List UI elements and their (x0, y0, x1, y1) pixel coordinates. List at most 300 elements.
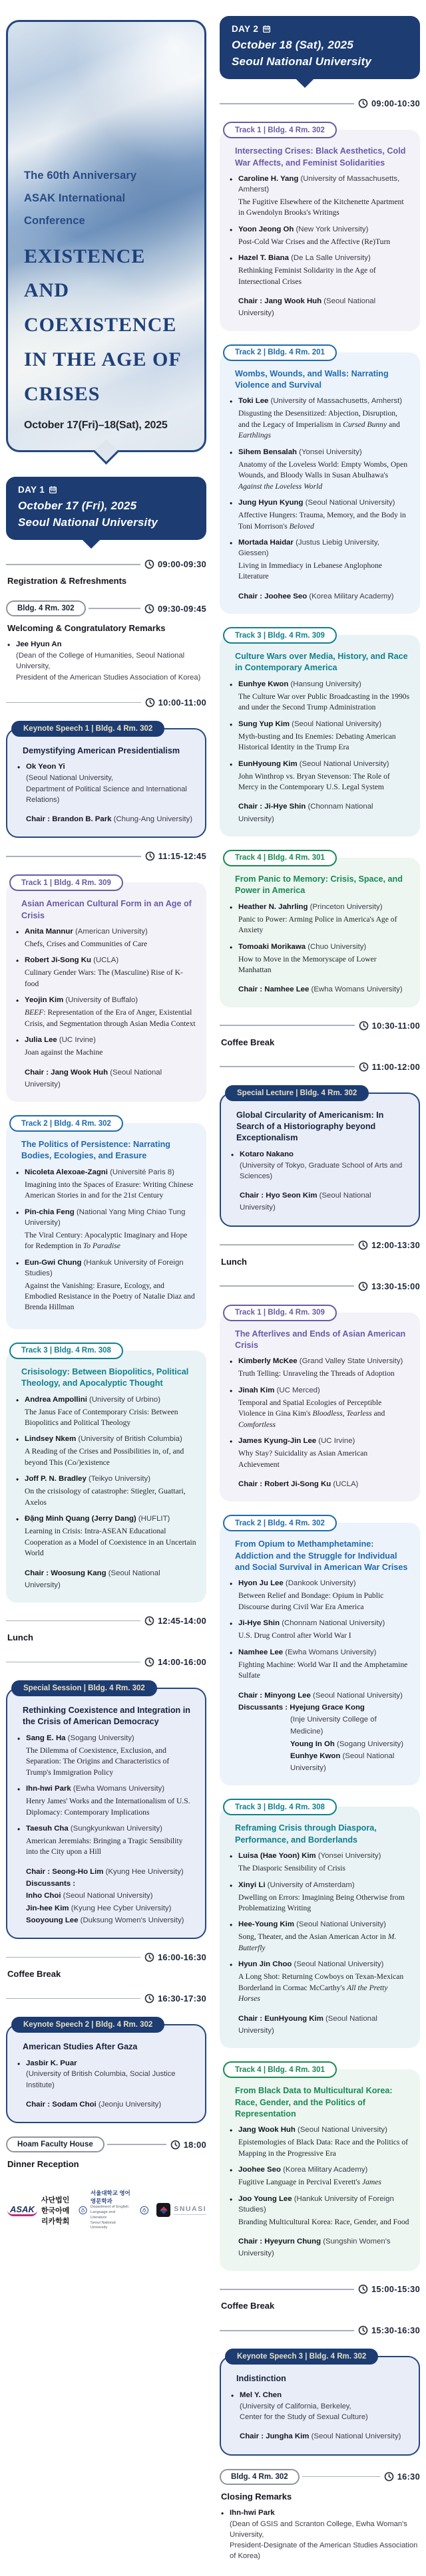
speaker-name: Eunhye Kwon (238, 680, 289, 688)
speaker-affiliation: (New York University) (294, 225, 369, 233)
speaker-heading (238, 1648, 410, 1658)
snuasi-logo-icon (156, 2203, 170, 2217)
timeline-line (220, 2330, 354, 2331)
time-row (6, 1616, 206, 1626)
clock-icon (359, 1062, 369, 1072)
schedule-item-title: Coffee Break (221, 2301, 275, 2311)
paper-title: Joan against the Machine (25, 1048, 103, 1057)
speaker-heading (238, 174, 410, 195)
clock-icon (359, 1021, 369, 1031)
session-title: Reframing Crisis through Diaspora, Performance, and Borderlands (235, 1823, 377, 1845)
footer-rest: (Ewha Womans University) (309, 985, 403, 994)
speaker-affiliation: President-Designate of the American Studies Association of Korea) (230, 2541, 418, 2561)
speaker-heading (238, 1880, 410, 1891)
speaker-entry (26, 1824, 195, 1858)
session-title: From Black Data to Multicultural Korea: Race, Gender, and the Politics of Representation (235, 2086, 393, 2119)
speaker-affiliation: (Yonsei University) (297, 448, 362, 456)
footer-rest: (Seoul National University) (238, 2014, 377, 2035)
day2-badge-venue: Seoul National University (232, 55, 371, 68)
schedule-item-title: Closing Remarks (221, 2491, 292, 2502)
speaker-entry (240, 1150, 409, 1182)
speaker-heading (238, 538, 410, 559)
session-card (220, 1093, 420, 1227)
bullet-icon: • (7, 640, 11, 650)
bullet-icon: • (17, 1785, 21, 1795)
speaker-heading (25, 1434, 196, 1445)
speaker-affiliation: (UCLA) (91, 956, 119, 965)
day1-badge-date: October 17 (Fri), 2025 (18, 499, 137, 512)
session-pill: Keynote Speech 1 | Bldg. 4 Rm. 302 (11, 721, 164, 737)
speaker-row (230, 498, 410, 532)
speaker-heading (238, 2165, 410, 2176)
paper-title: Rethinking Feminist Solidarity in the Age of Intersectional Crises (238, 266, 376, 286)
speaker-name: Mel Y. Chen (240, 2390, 282, 2399)
speaker-row (230, 2194, 410, 2228)
speaker-list (230, 396, 410, 582)
speaker-entry (238, 2125, 410, 2159)
speaker-entry (238, 538, 410, 582)
speaker-name: Sang E. Ha (26, 1734, 66, 1742)
footer-line (26, 2099, 195, 2111)
time-row (220, 2325, 420, 2335)
paper-title: The Diasporic Sensibility of Crisis (238, 1864, 346, 1873)
session-title: Wombs, Wounds, and Walls: Narrating Violence and Survival (235, 368, 389, 390)
poster-card (6, 20, 206, 452)
speaker-row (16, 1474, 196, 1508)
speaker-affiliation: (Korea Military Academy) (280, 2166, 368, 2174)
paper-title: Between Relief and Bondage: Opium in Public Discourse during Civil War Era America (238, 1591, 384, 1611)
day1-badge (6, 477, 206, 540)
speaker-row (230, 253, 410, 287)
timeline-line (6, 1662, 140, 1663)
schedule-item (7, 1969, 206, 1979)
speaker-list (17, 1734, 195, 1858)
footer-line (238, 983, 410, 995)
poster-title-line: EXISTENCE (24, 245, 146, 267)
speaker-heading (238, 1579, 410, 1589)
session-title: Culture Wars over Media, History, and Race in Contemporary America (235, 652, 408, 673)
speaker-row (230, 1920, 410, 1954)
speaker-name: Sihem Bensalah (238, 448, 297, 456)
session-title: The Politics of Persistence: Narrating Bodies, Ecologies, and Erasure (21, 1140, 170, 1161)
bullet-icon: • (221, 2508, 224, 2518)
speaker-row (17, 2059, 195, 2091)
session-pill: Special Lecture | Bldg. 4 Rm. 302 (225, 1085, 369, 1101)
paper-title: Why Stay? Suicidality as Asian American Achievement (238, 1449, 368, 1469)
time-label: 14:00-16:00 (157, 1657, 206, 1668)
speaker-affiliation: (Seoul National University) (292, 1960, 384, 1969)
speaker-name: Tomoaki Morikawa (238, 942, 306, 951)
footer-bold: Young In Oh (290, 1739, 335, 1748)
session-footer (25, 1067, 196, 1091)
speaker-row (16, 956, 196, 989)
speaker-affiliation: Department of Political Science and International Relations) (26, 785, 187, 804)
poster-title-line: AND (24, 279, 69, 302)
schedule-item (221, 1037, 420, 1047)
speaker-entry (238, 1579, 410, 1612)
time-label: 10:00-11:00 (158, 697, 206, 708)
footer-rest: (Sogang University) (334, 1739, 404, 1748)
time-row (220, 2469, 420, 2485)
session-footer (238, 1690, 410, 1775)
session-card (220, 130, 420, 330)
footer-rest: (Kyung Hee University) (103, 1867, 184, 1876)
speaker-name: Namhee Lee (238, 1648, 284, 1656)
speaker-row (7, 640, 206, 683)
speaker-row (230, 2125, 410, 2159)
footer-bold: Chair : Seong-Ho Lim (26, 1867, 104, 1876)
speaker-entry (238, 1386, 410, 1430)
time-row (220, 1062, 420, 1072)
footer-bold: Chair : Robert Ji-Song Ku (238, 1480, 331, 1489)
paper-title: Dwelling on Errors: Imagining Being Otherwise from Problematizing Writing (238, 1892, 405, 1912)
footer-line (290, 1714, 410, 1738)
speaker-list (16, 1395, 196, 1559)
speaker-list (231, 1150, 409, 1182)
time-row (6, 1657, 206, 1667)
clock-icon (358, 1240, 368, 1250)
snu-dept-english2: Seoul National University (90, 2220, 116, 2230)
time-row (6, 600, 206, 616)
speaker-name: Ji-Hye Shin (238, 1619, 280, 1628)
speaker-name: Jee Hyun An (16, 640, 62, 649)
speaker-entry (25, 1168, 196, 1202)
snu-dept-english1: Department of English Language and Literature (90, 2205, 129, 2220)
footer-line (26, 1902, 195, 1914)
footer-line (238, 1690, 410, 1702)
speaker-heading (238, 1436, 410, 1447)
speaker-row (230, 902, 410, 936)
footer-rest: (Seoul National University) (240, 1192, 371, 1212)
speaker-row (16, 1258, 196, 1313)
speaker-name: Mortada Haidar (238, 538, 294, 547)
footer-line (238, 2013, 410, 2037)
speaker-row (230, 719, 410, 753)
session-card (220, 858, 420, 1007)
speaker-row (230, 1648, 410, 1682)
speaker-row (230, 2165, 410, 2188)
footer-line (26, 1890, 195, 1902)
footer-rest: (Seoul National University) (290, 1751, 395, 1773)
speaker-name: Anita Mannur (25, 928, 73, 936)
speaker-entry (26, 1784, 195, 1818)
schedule-item-title: Dinner Reception (7, 2159, 79, 2170)
speaker-row (16, 1434, 196, 1468)
timeline-line (107, 2144, 166, 2145)
speaker-heading (26, 1734, 195, 1744)
speaker-affiliation: (University of British Columbia, Social Justice Institute) (26, 2070, 176, 2089)
speaker-affiliation: (UC Merced) (274, 1386, 320, 1394)
time-label: 10:30-11:00 (371, 1020, 420, 1031)
schedule-item-title: Lunch (7, 1632, 33, 1643)
session-card (6, 728, 206, 838)
paper-title: Branding Multicultural Korea: Race, Gender, and Food (238, 2217, 409, 2226)
speaker-row (16, 1168, 196, 1202)
room-pill: Bldg. 4 Rm. 302 (6, 600, 86, 616)
speaker-affiliation: (Chonnam National University) (280, 1619, 385, 1628)
speaker-row (230, 1618, 410, 1641)
speaker-name: Pin-chia Feng (25, 1208, 75, 1216)
timeline-line (6, 1957, 140, 1958)
day1-schedule (6, 559, 206, 2169)
footer-line (238, 295, 410, 320)
bullet-icon: • (230, 448, 233, 457)
session-footer (240, 2430, 409, 2442)
speaker-heading (238, 759, 410, 770)
speaker-list (230, 1851, 410, 2005)
footer-bold: Chair : Jang Wook Huh (25, 1068, 108, 1077)
clock-icon (144, 604, 154, 614)
bullet-icon: • (231, 2390, 234, 2400)
speaker-name: Yeojin Kim (25, 996, 64, 1005)
speaker-affiliation: (Ewha Womans University) (283, 1648, 377, 1656)
speaker-heading (26, 1824, 195, 1835)
speaker-name: Hyon Ju Lee (238, 1579, 284, 1588)
speaker-name: Yoon Jeong Oh (238, 225, 294, 233)
footer-bold: Chair : Brandon B. Park (26, 815, 112, 823)
speaker-heading (238, 902, 410, 913)
bullet-icon: • (17, 2059, 21, 2069)
bullet-icon: • (230, 1386, 233, 1396)
schedule-item (7, 623, 206, 683)
session-pill: Keynote Speech 3 | Bldg. 4 Rm. 302 (225, 2349, 378, 2365)
footer-bold: Chair : Woosung Kang (25, 1569, 106, 1577)
speaker-heading (238, 396, 410, 407)
speaker-name: James Kyung-Jin Lee (238, 1437, 317, 1446)
time-row (6, 559, 206, 569)
speaker-row (17, 1824, 195, 1858)
bullet-icon: • (230, 2126, 233, 2136)
timeline-line (6, 564, 140, 565)
session-card (220, 635, 420, 837)
session (6, 721, 206, 838)
speaker-entry (238, 1880, 410, 1914)
session (220, 2061, 420, 2271)
paper-title: The Fugitive Elsewhere of the Kitchenette Apartment in Gwendolyn Brooks's Writings (238, 197, 404, 217)
speaker-entry (238, 2194, 410, 2228)
speaker-name: Caroline H. Yang (238, 175, 299, 184)
speaker-name: Robert Ji-Song Ku (25, 956, 91, 965)
speaker-entry (238, 225, 410, 247)
time-row (220, 1281, 420, 1291)
speaker-entry (238, 174, 410, 219)
speaker-heading (238, 1618, 410, 1629)
schedule-item (7, 2159, 206, 2169)
session-pill: Track 4 | Bldg. 4 Rm. 301 (223, 850, 337, 866)
paper-title: John Winthrop vs. Bryan Stevenson: The Role of Mercy in the Contemporary U.S. Legal System (238, 771, 390, 791)
bullet-icon: • (230, 1619, 233, 1629)
footer-rest: (UCLA) (331, 1480, 359, 1489)
speaker-heading (230, 2508, 420, 2519)
speaker-heading (26, 762, 195, 773)
footer-bold: Chair : Minyong Lee (238, 1691, 311, 1700)
speaker-row (16, 1395, 196, 1429)
speaker-heading (238, 942, 410, 953)
speaker-row (17, 762, 195, 805)
session-title: Demystifying American Presidentialism (23, 745, 180, 755)
speaker-heading (238, 719, 410, 730)
session-title: From Opium to Methamphetamine: Addiction and the Struggle for Individual and Social Survival in American War Crises (235, 1539, 408, 1573)
speaker-heading (238, 498, 410, 509)
schedule-item (221, 1257, 420, 1267)
session (220, 122, 420, 330)
snuasi-logo-text: SNUASI (174, 2205, 206, 2215)
session-footer (238, 1478, 410, 1490)
speaker-heading (238, 1386, 410, 1396)
speaker-list (7, 640, 206, 683)
clock-icon (145, 851, 155, 861)
footer-line (290, 1738, 410, 1750)
footer-rest: (Chung-Ang University) (111, 815, 193, 823)
session (6, 1115, 206, 1329)
session-card (220, 2069, 420, 2271)
session (6, 2017, 206, 2123)
speaker-heading (238, 1960, 410, 1970)
speaker-affiliation: (Dankook University) (283, 1579, 356, 1588)
speaker-entry (238, 902, 410, 936)
speaker-heading (238, 2125, 410, 2136)
speaker-affiliation: (Teikyo University) (86, 1475, 151, 1483)
clock-icon (144, 1952, 154, 1962)
speaker-entry (240, 2390, 409, 2422)
session-pill: Track 1 | Bldg. 4 Rm. 309 (223, 1305, 337, 1321)
speaker-affiliation: President of the American Studies Association of Korea) (16, 673, 201, 682)
paper-title: Chefs, Crises and Communities of Care (25, 939, 148, 948)
speaker-row (231, 1150, 409, 1182)
speaker-list (17, 762, 195, 805)
speaker-entry (26, 762, 195, 805)
speaker-entry (25, 1434, 196, 1468)
footer-line (238, 1702, 410, 1714)
speaker-row (221, 2508, 420, 2562)
speaker-affiliation: (UC Irvine) (316, 1437, 355, 1446)
session-footer (238, 295, 410, 320)
speaker-entry (238, 719, 410, 753)
footer-line (25, 1067, 196, 1091)
speaker-heading (240, 1150, 409, 1160)
speaker-name: Xinyi Li (238, 1880, 266, 1889)
session-footer (240, 1190, 409, 1214)
session-pill: Track 3 | Bldg. 4 Rm. 308 (223, 1799, 337, 1815)
footer-bold: Chair : Hyo Seon Kim (240, 1192, 318, 1200)
schedule-item (7, 576, 206, 586)
speaker-heading (25, 927, 196, 938)
speaker-name: Joff P. N. Bradley (25, 1475, 87, 1483)
speaker-row (230, 225, 410, 247)
footer-line (26, 1878, 195, 1890)
speaker-affiliation: (HUFLIT) (136, 1515, 170, 1523)
day2-badge-date: October 18 (Sat), 2025 (232, 39, 353, 51)
speaker-affiliation: (Université Paris 8) (107, 1168, 174, 1176)
bullet-icon: • (230, 759, 233, 769)
paper-title: Temporal and Spatial Ecologies of Perceptible Violence in Gina Kim's Bloodless, Tearless and Comfortless (238, 1398, 385, 1429)
session-pill: Track 2 | Bldg. 4 Rm. 201 (223, 344, 337, 361)
poster-date: October 17(Fri)–18(Sat), 2025 (24, 420, 168, 431)
asak-logo-korean: 사단법인 한국아메리카학회 (41, 2196, 70, 2226)
footer-bold: Chair : Ji-Hye Shin (238, 803, 306, 811)
footer-line (26, 1914, 195, 1926)
speaker-entry (26, 2059, 195, 2091)
paper-title: Learning in Crisis: Intra-ASEAN Educational Cooperation as a Model of Coexistence in an Uncertain World (25, 1527, 196, 1558)
speaker-affiliation: Center for the Study of Sexual Culture) (240, 2413, 368, 2422)
session-card (6, 1351, 206, 1603)
speaker-entry (238, 498, 410, 532)
paper-title: Culinary Gender Wars: The (Masculine) Rise of K-food (25, 968, 183, 988)
footer-line (240, 2430, 409, 2442)
paper-title: American Jeremiahs: Bringing a Tragic Sensibility into the City upon a Hill (26, 1836, 183, 1857)
session-title: Indistinction (236, 2374, 286, 2384)
speaker-heading (25, 1474, 196, 1485)
bullet-icon: • (16, 928, 19, 937)
speaker-entry (25, 1395, 196, 1429)
clock-icon (144, 1994, 154, 2003)
session-pill: Track 2 | Bldg. 4 Rm. 302 (223, 1515, 337, 1531)
time-label: 15:00-15:30 (371, 2284, 420, 2295)
speaker-name: Hee-Young Kim (238, 1920, 294, 1929)
asak-logo-mark: ASAK (7, 2204, 37, 2216)
timeline-line (6, 856, 141, 857)
bullet-icon: • (230, 1920, 233, 1930)
day2-badge-label-row (232, 24, 408, 34)
poster-title-line: COEXISTENCE (24, 314, 177, 336)
session-card (220, 2356, 420, 2455)
speaker-affiliation: (Seoul National University) (303, 499, 395, 507)
session-card (6, 882, 206, 1102)
clock-icon (358, 1281, 368, 1291)
session-title: The Afterlives and Ends of Asian American Crisis (235, 1329, 406, 1351)
schedule-item (221, 2301, 420, 2311)
footer-line (290, 1750, 410, 1775)
bullet-icon: • (230, 254, 233, 264)
paper-title: The Janus Face of Contemporary Crisis: Between Biopolitics and Political Theology (25, 1407, 178, 1428)
speaker-affiliation: (American University) (73, 928, 148, 936)
speaker-affiliation: (Yonsei University) (316, 1852, 381, 1861)
speaker-name: Đặng Minh Quang (Jerry Dang) (25, 1515, 136, 1523)
speaker-entry (238, 253, 410, 287)
snu-dept-text (91, 2189, 132, 2231)
clock-icon (358, 2284, 368, 2294)
speaker-affiliation: (University of Amsterdam) (265, 1880, 355, 1889)
footer-bold: Jin-hee Kim (26, 1904, 69, 1912)
footer-rest: (Seoul National University) (25, 1569, 160, 1589)
footer-line (238, 1478, 410, 1490)
bullet-icon: • (16, 1395, 19, 1405)
speaker-name: Jang Wook Huh (238, 2126, 296, 2134)
session-title: Crisisology: Between Biopolitics, Political Theology, and Apocalyptic Thought (21, 1366, 189, 1388)
clock-icon (384, 2472, 394, 2482)
speaker-affiliation: (National Yang Ming Chiao Tung University) (25, 1208, 186, 1227)
speaker-affiliation: (Hansung University) (288, 680, 361, 688)
speaker-affiliation: (Seoul National University, (26, 774, 113, 783)
footer-line (238, 801, 410, 825)
speaker-heading (238, 225, 410, 235)
paper-title: The Dilemma of Coexistence, Exclusion, and Separation: The Origins and Characteristics of Trump's Immigration Policy (26, 1745, 170, 1777)
paper-title: Epistemologies of Black Data: Race and the Politics of Mapping in the Progressive Era (238, 2138, 409, 2158)
speaker-affiliation: (Seoul National University) (297, 759, 389, 768)
snu-dept-korean: 서울대학교 영어영문학과 (90, 2190, 130, 2205)
speaker-entry (16, 640, 206, 683)
paper-title: How to Move in the Memoryscape of Lower Manhattan (238, 954, 377, 974)
session (220, 344, 420, 614)
footer-line (238, 590, 410, 602)
speaker-name: Joo Young Lee (238, 2194, 292, 2203)
time-row (220, 1021, 420, 1031)
footer-line (26, 1866, 195, 1878)
speaker-row (16, 995, 196, 1029)
poster-pretitle-line1: The 60th Anniversary (24, 170, 137, 182)
bullet-icon: • (230, 942, 233, 952)
speaker-entry (26, 1734, 195, 1778)
